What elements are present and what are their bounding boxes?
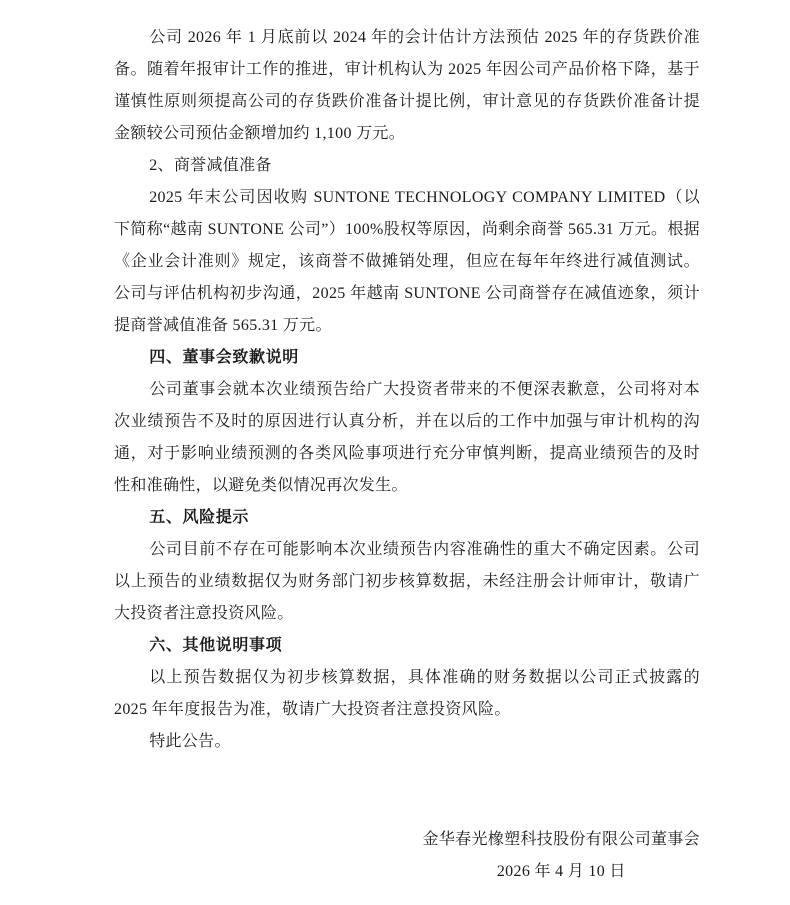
signature-date: 2026 年 4 月 10 日 bbox=[496, 863, 626, 880]
signature-block bbox=[114, 824, 700, 888]
paragraph-board-apology: 公司董事会就本次业绩预告给广大投资者带来的不便深表歉意，公司将对本次业绩预告不及时的原因进行认真分析，并在以后的工作中加强与审计机构的沟通，对于影响业绩预测的各类风险事项进行充分审慎判断，提高业绩预告的及时性和准确性，以避免类似情况再次发生。 bbox=[114, 381, 700, 494]
signature-company-name: 金华春光橡塑科技股份有限公司董事会 bbox=[422, 831, 700, 848]
signature-inner bbox=[423, 824, 700, 888]
paragraph-other-notes: 以上预告数据仅为初步核算数据，具体准确的财务数据以公司正式披露的 2025 年年度报告为准，敬请广大投资者注意投资风险。 bbox=[114, 669, 700, 718]
section-heading-risk-warning: 五、风险提示 bbox=[149, 509, 250, 526]
paragraph-inventory-writedown: 公司 2026 年 1 月底前以 2024 年的会计估计方法预估 2025 年的存货跌价准备。随着年报审计工作的推进，审计机构认为 2025 年因公司产品价格下降，基于谨慎性原则须提高公司的存货跌价准备计提比例，审计意见的存货跌价准备计提金额较公司预估金额增加约 1,100 万元。 bbox=[114, 29, 700, 142]
paragraph-goodwill-impairment-detail: 2025 年末公司因收购 SUNTONE TECHNOLOGY COMPANY LIMITED（以下简称“越南 SUNTONE 公司”）100%股权等原因，尚剩余商誉 565.31 万元。根据《企业会计准则》规定，该商誉不做摊销处理，但应在每年年终进行减值测试。公司与评估机构初步沟通，2025 年越南 SUNTONE 公司商誉存在减值迹象，须计提商誉减值准备 565.31 万元。 bbox=[114, 189, 700, 334]
section-heading-board-apology: 四、董事会致歉说明 bbox=[149, 349, 299, 366]
paragraph-risk-warning: 公司目前不存在可能影响本次业绩预告内容准确性的重大不确定因素。公司以上预告的业绩数据仅为财务部门初步核算数据，未经注册会计师审计，敬请广大投资者注意投资风险。 bbox=[114, 541, 700, 622]
closing-statement: 特此公告。 bbox=[149, 733, 231, 750]
subheading-goodwill-impairment: 2、商誉减值准备 bbox=[149, 157, 272, 174]
section-heading-other-notes: 六、其他说明事项 bbox=[149, 637, 283, 654]
